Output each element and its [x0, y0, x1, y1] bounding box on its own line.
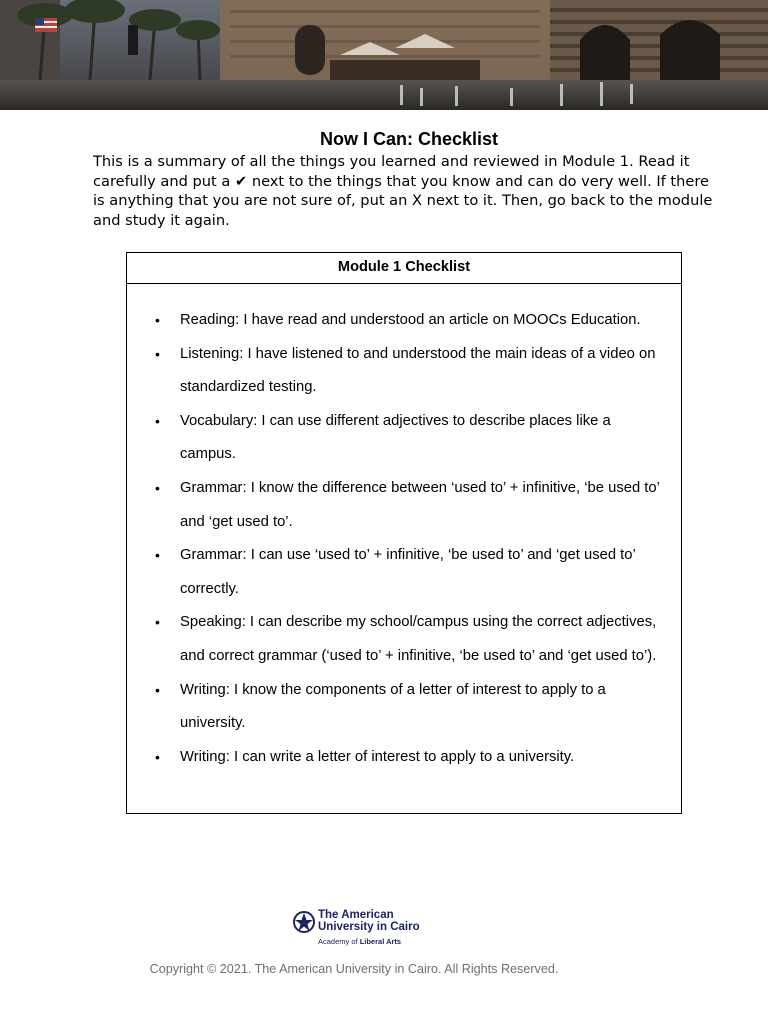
bullet-icon: • [155, 681, 160, 698]
checklist-table [126, 252, 682, 814]
bullet-icon: • [155, 479, 160, 496]
logo-wordmark [318, 910, 420, 933]
checklist-item-text: Reading: I have read and understood an article on MOOCs Education. [180, 312, 641, 328]
checklist-heading: Module 1 Checklist [127, 253, 681, 284]
logo-subtitle [318, 937, 401, 946]
bullet-icon: • [155, 547, 160, 564]
copyright-notice: Copyright © 2021. The American University in Cairo. All Rights Reserved. [149, 962, 559, 976]
bullet-icon: • [155, 412, 160, 429]
checklist-list [127, 284, 681, 774]
campus-banner-image [0, 0, 768, 110]
checklist-item-text: Vocabulary: I can use different adjectives to describe places like a campus. [180, 412, 611, 463]
checklist-item-text: Grammar: I know the difference between ‘used to’ + infinitive, ‘be used to’ and ‘get used to’. [180, 479, 660, 530]
checklist-item [127, 304, 681, 338]
logo-line-1: The American [318, 909, 394, 921]
checklist-item [127, 539, 681, 606]
intro-paragraph: This is a summary of all the things you learned and reviewed in Module 1. Read it carefully and put a ✔ next to the things that you know and can do very well. If there is anything that you are not sure of, put an X next to it. Then, go back to the module and study it again. [93, 153, 713, 230]
auc-logo [290, 907, 420, 949]
checklist-item [127, 674, 681, 741]
checklist-item-text: Writing: I know the components of a letter of interest to apply to a university. [180, 681, 606, 732]
logo-subtitle-bold: Liberal Arts [359, 937, 402, 946]
bullet-icon: • [155, 312, 160, 328]
bullet-icon: • [155, 345, 160, 362]
checklist-item [127, 741, 681, 775]
checklist-item-text: Grammar: I can use ‘used to’ + infinitive, ‘be used to’ and ‘get used to’ correctly. [180, 547, 636, 597]
bullet-icon: • [155, 614, 160, 631]
logo-line-2: University in Cairo [318, 920, 420, 933]
checklist-item [127, 472, 681, 539]
auc-emblem-icon [292, 910, 316, 934]
checklist-item-text: Writing: I can write a letter of interest to apply to a university. [180, 748, 575, 765]
checklist-item [127, 405, 681, 472]
page-title: Now I Can: Checklist [319, 129, 499, 149]
checklist-item-text: Speaking: I can describe my school/campus using the correct adjectives, and correct grammar (‘used to’ + infinitive, ‘be used to’ and ‘get used to’). [180, 614, 657, 664]
logo-subtitle-prefix: Academy of [318, 937, 360, 946]
bullet-icon: • [155, 748, 160, 765]
checklist-item-text: Listening: I have listened to and understood the main ideas of a video on standardized testing. [180, 345, 656, 396]
checklist-item [127, 606, 681, 673]
checklist-item [127, 338, 681, 405]
